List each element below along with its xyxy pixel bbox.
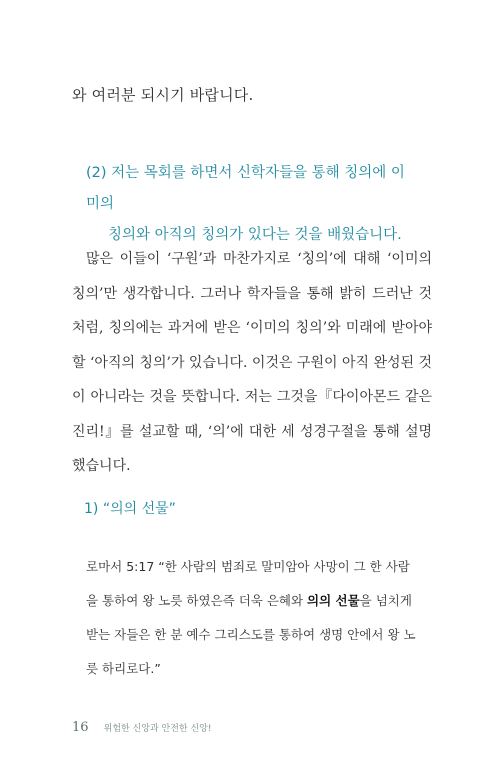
sub-heading: 1) “의의 선물” bbox=[84, 501, 176, 517]
scripture-quote-after: 을 넘치게 받는 자들은 한 분 예수 그리스도를 통하여 생명 안에서 왕 노릇 하리로다.” bbox=[86, 593, 416, 676]
section-heading bbox=[86, 158, 416, 251]
scripture-quote-before: 로마서 5:17 “한 사람의 범죄로 말미암아 사망이 그 한 사람을 통하여 왕 노릇 하였은즉 더욱 은혜와 bbox=[86, 559, 410, 608]
section-heading-line-1: (2) 저는 목회를 하면서 신학자들을 통해 칭의에 이미의 bbox=[86, 165, 405, 212]
scripture-quote-emphasis: 의의 선물 bbox=[307, 593, 360, 608]
intro-line: 와 여러분 되시기 바랍니다. bbox=[72, 86, 254, 104]
page-footer bbox=[72, 716, 211, 735]
running-title: 위험한 신앙과 안전한 신앙! bbox=[103, 724, 212, 734]
page-number: 16 bbox=[72, 720, 89, 735]
section-heading-line-2: 칭의와 아직의 칭의가 있다는 것을 배웠습니다. bbox=[108, 227, 402, 243]
body-paragraph: 많은 이들이 ‘구원’과 마찬가지로 ‘칭의’에 대해 ‘이미의 칭의’만 생각합니다. 그러나 학자들을 통해 밝히 드러난 것처럼, 칭의에는 과거에 받은 ‘이미의 칭의’와 미래에 받아야 할 ‘아직의 칭의’가 있습니다. 이것은 구원이 아직 완성된 것이 아니라는 것을 뜻합니다. 저는 그것을『다이아몬드 같은 진리!』를 설교할 때, ‘의’에 대한 세 성경구절을 통해 설명했습니다. bbox=[72, 251, 433, 474]
scripture-quote bbox=[86, 550, 416, 686]
